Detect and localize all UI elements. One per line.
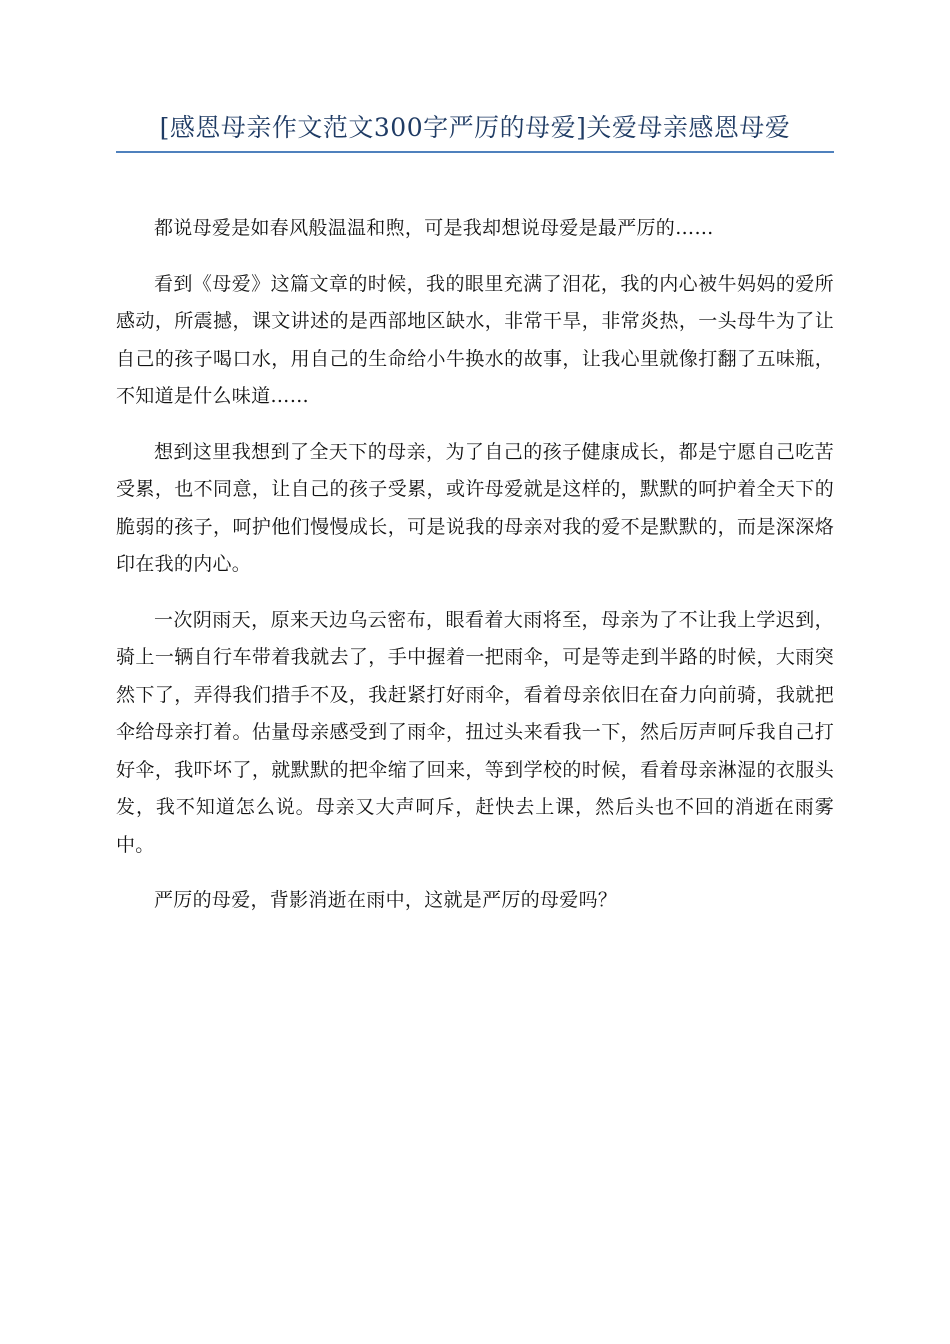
document-title: [感恩母亲作文范文300字严厉的母爱]关爱母亲感恩母爱: [159, 113, 791, 142]
title-underline: [116, 151, 834, 153]
paragraph-2: 看到《母爱》这篇文章的时候，我的眼里充满了泪花，我的内心被牛妈妈的爱所感动，所震撼，课文讲述的是西部地区缺水，非常干旱，非常炎热，一头母牛为了让自己的孩子喝口水，用自己的生命给小牛换水的故事，让我心里就像打翻了五味瓶，不知道是什么味道……: [116, 272, 834, 407]
paragraph-1: 都说母爱是如春风般温温和煦，可是我却想说母爱是最严厉的……: [154, 217, 714, 239]
paragraph-5: 严厉的母爱，背影消逝在雨中，这就是严厉的母爱吗？: [154, 889, 618, 911]
paragraph-3: 想到这里我想到了全天下的母亲，为了自己的孩子健康成长，都是宁愿自己吃苦受累，也不同意，让自己的孩子受累，或许母爱就是这样的，默默的呵护着全天下的脆弱的孩子，呵护他们慢慢成长，可是说我的母亲对我的爱不是默默的，而是深深烙印在我的内心。: [116, 440, 834, 575]
paragraph-4: 一次阴雨天，原来天边乌云密布，眼看着大雨将至，母亲为了不让我上学迟到，骑上一辆自行车带着我就去了，手中握着一把雨伞，可是等走到半路的时候，大雨突然下了，弄得我们措手不及，我赶紧打好雨伞，看着母亲依旧在奋力向前骑，我就把伞给母亲打着。估量母亲感受到了雨伞，扭过头来看我一下，然后厉声呵斥我自己打好伞，我吓坏了，就默默的把伞缩了回来，等到学校的时候，看着母亲淋湿的衣服头发，我不知道怎么说。母亲又大声呵斥，赶快去上课，然后头也不回的消逝在雨雾中。: [116, 608, 834, 856]
title-block: [116, 110, 834, 153]
document-body: [116, 210, 834, 938]
